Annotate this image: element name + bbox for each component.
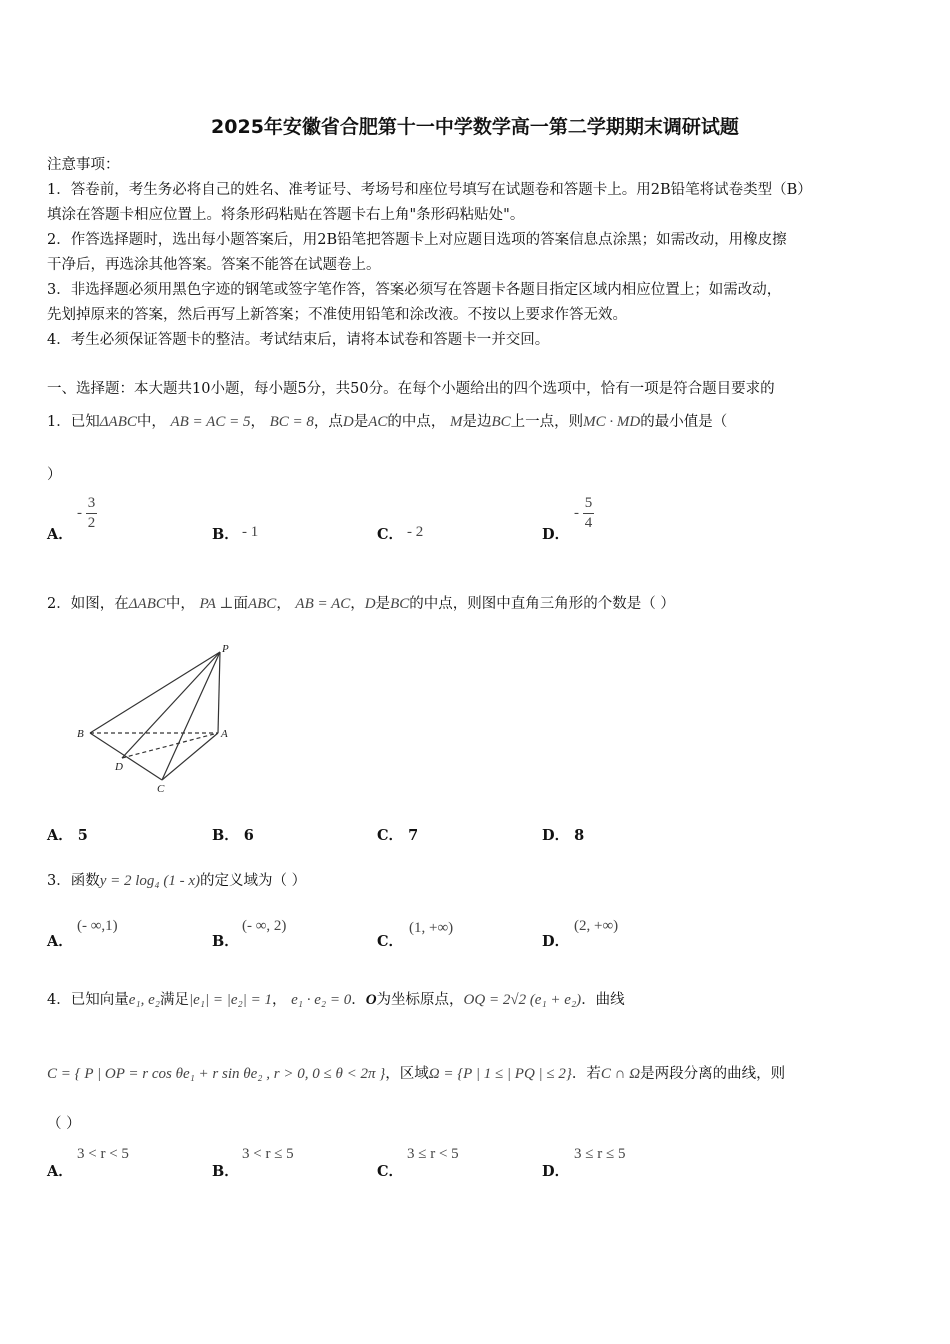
option-b-value: (- ∞, 2) <box>242 918 287 934</box>
question-2-stem: 2．如图，在ΔABC中， PA ⊥面ABC， AB = AC，D是BC的中点，则图中直角三角形的个数是（ ） <box>47 596 675 612</box>
question-4-stem-2: C = { P | OP = r cos θe₁ + r sin θe₂ , r > 0, 0 ≤ θ < 2π }，区域Ω = {P | 1 ≤ | PQ | ≤ 2}．若C ∩ Ω是两段分离的曲线，则 <box>47 1066 786 1082</box>
notice-line: 填涂在答题卡相应位置上。将条形码粘贴在答题卡右上角"条形码粘贴处"。 <box>47 207 525 223</box>
option-a-value: (- ∞,1) <box>77 918 118 934</box>
question-4-paren: （ ） <box>47 1116 81 1132</box>
notice-line: 4．考生必须保证答题卡的整洁。考试结束后，请将本试卷和答题卡一并交回。 <box>47 332 550 348</box>
option-d-value: - $\frac{5}{4}$ <box>574 495 593 531</box>
option-d-value: 3 ≤ r ≤ 5 <box>574 1146 626 1162</box>
option-a-label: A． <box>47 933 73 950</box>
option-d-label: D． <box>542 1163 570 1180</box>
option-c-value: - 2 <box>407 524 424 540</box>
section-heading: 一、选择题：本大题共10小题，每小题5分，共50分。在每个小题给出的四个选项中，恰有一项是符合题目要求的 <box>47 381 775 397</box>
option-b-value: - 1 <box>242 524 259 540</box>
option-d: D． 8 <box>542 827 585 844</box>
option-c-label: C． <box>377 933 404 950</box>
notice-line: 1．答卷前，考生务必将自己的姓名、准考证号、考场号和座位号填写在试题卷和答题卡上。用2B铅笔将试卷类型（B） <box>47 182 812 198</box>
page-title: 2025年安徽省合肥第十一中学数学高一第二学期期末调研试题 <box>211 116 739 138</box>
notice-line: 干净后，再选涂其他答案。答案不能答在试题卷上。 <box>47 257 381 273</box>
option-b-label: B． <box>212 526 239 543</box>
option-a-label: A． <box>47 526 73 543</box>
question-1-stem: 1．已知ΔABC中， AB = AC = 5， BC = 8，点D是AC的中点， M是边BC上一点，则MC · MD的最小值是（ <box>47 414 728 430</box>
option-c-label: C． <box>377 526 404 543</box>
option-b-value: 3 < r ≤ 5 <box>242 1146 294 1162</box>
option-b-label: B． <box>212 1163 239 1180</box>
option-a: A． 5 <box>47 827 88 844</box>
question-3-stem: 3．函数y = 2 log₄ (1 - x)的定义域为（ ） <box>47 873 307 889</box>
label-b: B <box>77 728 84 740</box>
option-b: B． 6 <box>212 827 254 844</box>
option-a-value: - $\frac{3}{2}$ <box>77 495 96 531</box>
option-c-value: (1, +∞) <box>409 920 454 936</box>
option-c: C． 7 <box>377 827 419 844</box>
label-a: A <box>221 728 228 740</box>
edge-bc <box>90 733 162 780</box>
edge-pb <box>90 652 220 733</box>
question-1-paren-close: ） <box>47 467 62 483</box>
option-a-label: A． <box>47 1163 73 1180</box>
edge-pc <box>162 652 220 780</box>
pyramid-figure <box>70 640 240 800</box>
label-d: D <box>115 761 123 773</box>
notice-line: 3．非选择题必须用黑色字迹的钢笔或签字笔作答，答案必须写在答题卡各题目指定区域内相应位置上；如需改动， <box>47 282 782 298</box>
notice-line: 2．作答选择题时，选出每小题答案后，用2B铅笔把答题卡上对应题目选项的答案信息点涂黑；如需改动，用橡皮擦 <box>47 232 787 248</box>
option-c-label: C． <box>377 1163 404 1180</box>
notice-heading: 注意事项： <box>47 157 120 173</box>
option-d-label: D． <box>542 526 570 543</box>
option-b-label: B． <box>212 933 239 950</box>
option-a-value: 3 < r < 5 <box>77 1146 129 1162</box>
option-d-value: (2, +∞) <box>574 918 619 934</box>
notice-line: 先划掉原来的答案，然后再写上新答案；不准使用铅笔和涂改液。不按以上要求作答无效。 <box>47 307 627 323</box>
label-c: C <box>157 783 165 795</box>
edge-pa <box>218 652 220 733</box>
edge-pd <box>122 652 220 758</box>
option-c-value: 3 ≤ r < 5 <box>407 1146 459 1162</box>
option-d-label: D． <box>542 933 570 950</box>
question-4-stem: 4．已知向量e₁, e₂满足|e₁| = |e₂| = 1， e₁ · e₂ = 0．O为坐标原点，OQ = 2√2 (e₁ + e₂)．曲线 <box>47 992 625 1008</box>
label-p: P <box>222 643 229 655</box>
